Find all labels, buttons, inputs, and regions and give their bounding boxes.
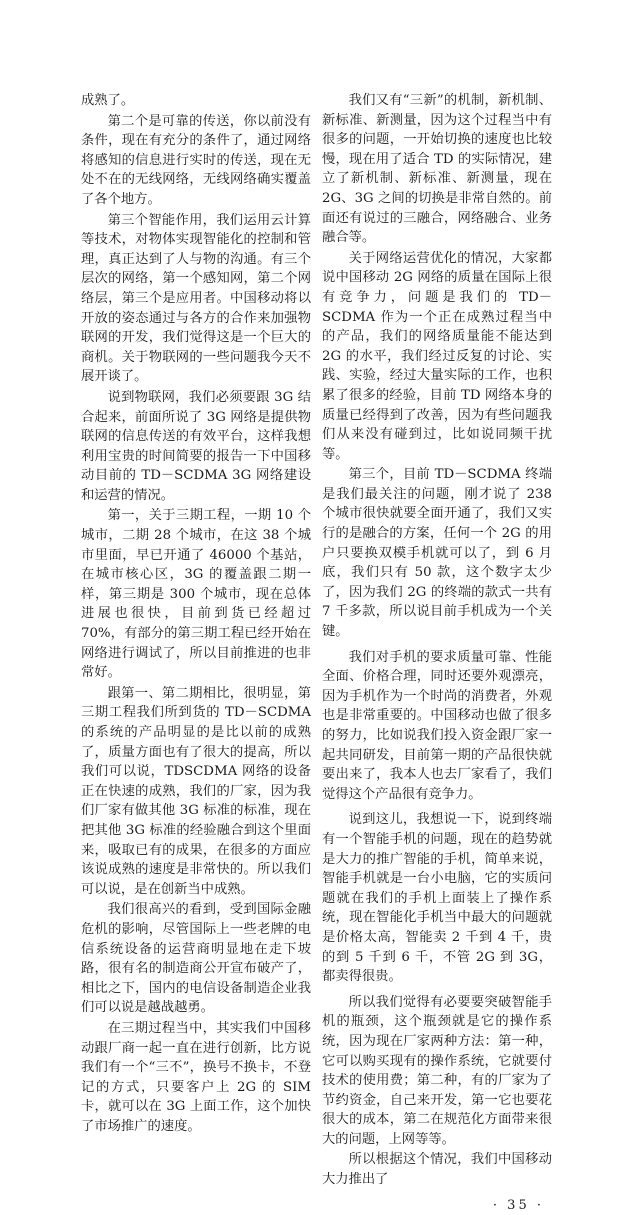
paragraph: 说到这儿，我想说一下，说到终端有一个智能手机的问题，现在的趋势就是大力的推广智能的手机，简单来说，智能手机就是一台小电脑，它的实质问题就在我们的手机上面装上了操作系统，现在智能化手机当中最大的问题就是价格太高，智能卖 2 千到 4 千，贵的到 5 千到 6 千，不管 2G 到 3G，都卖得很贵。 — [322, 812, 552, 985]
paragraph: 第二个是可靠的传送，你以前没有条件，现在有充分的条件了，通过网络将感知的信息进行实时的传送，现在无处不在的无线网络，无线网络确实覆盖了各个地方。 — [81, 113, 311, 207]
paragraph: 成熟了。 — [81, 93, 135, 108]
right-column — [322, 91, 552, 1215]
paragraph: 说到物联网，我们必须要跟 3G 结合起来，前面所说了 3G 网络是提供物联网的信息传送的有效平台，这样我想利用宝贵的时间简要的报告一下中国移动目前的 TD－SCDMA 3G 网络建设和运营的情况。 — [81, 389, 311, 503]
paragraph: 所以根据这个情况，我们中国移动大力推出了 — [322, 1152, 552, 1188]
paragraph: 所以我们觉得有必要要突破智能手机的瓶颈，这个瓶颈就是它的操作系统，因为现在厂家两种方法：第一种，它可以购买现有的操作系统，它就要付技术的使用费；第二种，有的厂家为了节约资金，自己来开发，第一它也要花很大的成本，第二在规范化方面带来很大的问题，上网等等。 — [322, 994, 552, 1147]
paragraph: 跟第一、第二期相比，很明显，第三期工程我们所到货的 TD－SCDMA 的系统的产品明显的是比以前的成熟了，质量方面也有了很大的提高，所以我们可以说，TDSCDMA 网络的设备正在快速的成熟，我们的厂家，因为我们厂家有做其他 3G 标准的标准，现在把其他 3G 标准的经验融合到这个里面来，吸取已有的成果，在很多的方面应该说成熟的速度是非常快的。所以我们可以说，是在创新当中成熟。 — [81, 685, 311, 897]
paragraph: 在三期过程当中，其实我们中国移动跟厂商一起一直在进行创新，比方说我们有一个“三不”，换号不换卡，不登记的方式，只要客户上 2G 的 SIM 卡，就可以在 3G 上面工作，这个加快了市场推广的速度。 — [81, 1020, 311, 1134]
paragraph: 第三个智能作用，我们运用云计算等技术，对物体实现智能化的控制和管理，真正达到了人与物的沟通。有三个层次的网络，第一个感知网，第二个网络层，第三个是应用者。中国移动将以开放的姿态通过与各方的合作来加强物联网的开发，我们觉得这是一个巨大的商机。关于物联网的一些问题我今天不展开谈了。 — [81, 212, 311, 385]
paragraph: 第三个，目前 TD－SCDMA 终端是我们最关注的问题，刚才说了 238 个城市很快就要全面开通了，我们又实行的是融合的方案，任何一个 2G 的用户只要换双模手机就可以了，到 6 月底，我们只有 50 款，这个数字太少了，因为我们 2G 的终端的款式一共有 7 千多款，所以说目前手机成为一个关键。 — [322, 467, 552, 640]
paragraph: 我们又有“三新”的机制，新机制、新标准、新测量，因为这个过程当中有很多的问题，一开始切换的速度也比较慢，现在用了适合 TD 的实际情况，建立了新机制、新标准、新测量，现在 2G、3G 之间的切换是非常自然的。前面还有说过的三融合，网络融合、业务融合等。 — [322, 93, 552, 246]
page-number: · 35 · — [492, 1197, 544, 1213]
left-column — [81, 91, 311, 1137]
paragraph: 第一，关于三期工程，一期 10 个城市，二期 28 个城市，在这 38 个城市里面，早已开通了 46000 个基站，在城市核心区，3G 的覆盖跟二期一样，第三期是 300 个城市，现在总体进展也很快，目前到货已经超过 70%，有部分的第三期工程已经开始在网络进行调试了，所以目前推进的也非常好。 — [81, 508, 311, 681]
paragraph: 我们对手机的要求质量可靠、性能全面、价格合理，同时还要外观漂亮，因为手机作为一个时尚的消费者，外观也是非常重要的。中国移动也做了很多的努力，比如说我们投入资金跟厂家一起共同研发，目前第一期的产品很快就要出来了，我本人也去厂家看了，我们觉得这个产品很有竞争力。 — [322, 649, 552, 802]
paragraph: 关于网络运营优化的情况，大家都说中国移动 2G 网络的质量在国际上很有竞争力，问题是我们的 TD－SCDMA 作为一个正在成熟过程当中的产品，我们的网络质量能不能达到 2G 的水平，我们经过反复的讨论、实践、实验，经过大量实际的工作，也积累了很多的经验，目前 TD 网络本身的质量已经得到了改善，因为有些问题我们从来没有碰到过，比如说同频干扰等。 — [322, 250, 552, 462]
paragraph: 我们很高兴的看到，受到国际金融危机的影响，尽管国际上一些老牌的电信系统设备的运营商明显地在走下坡路，很有名的制造商公开宣布破产了，相比之下，国内的电信设备制造企业我们可以说是越战越勇。 — [81, 902, 311, 1016]
